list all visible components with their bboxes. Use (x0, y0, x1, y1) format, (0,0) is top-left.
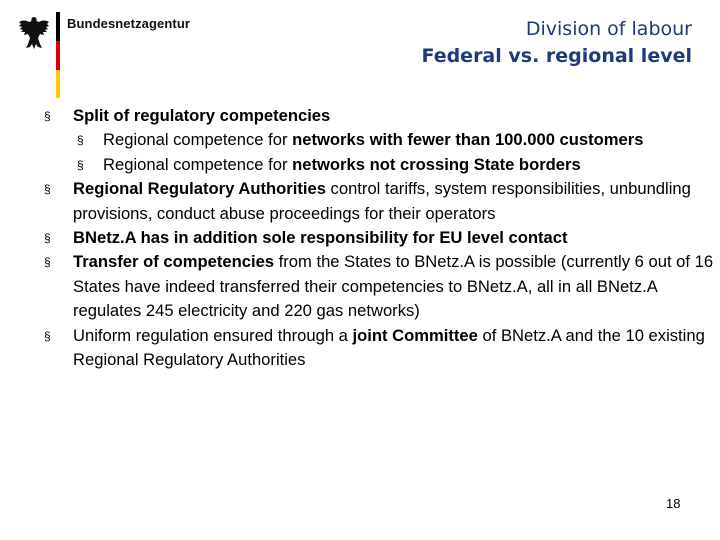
bullet-marker: § (77, 157, 84, 172)
bullet-marker: § (44, 328, 51, 343)
bullet-text: joint Committee (352, 325, 478, 345)
bullet-text: Regional competence for (103, 154, 293, 174)
bullet-text: of BNetz.A and the 10 existing Regional Regulatory Authorities (73, 325, 705, 370)
slide-title (421, 16, 692, 70)
bullet-marker: § (44, 109, 51, 123)
bullet-item (44, 324, 714, 373)
bullet-text: Regional Regulatory Authorities (73, 179, 326, 199)
title-line-1: Division of labour (525, 18, 692, 40)
bullet-item (44, 226, 714, 250)
bullet-text: Transfer of competencies (73, 252, 275, 272)
bullet-marker: § (44, 255, 51, 270)
bullet-marker: § (44, 231, 51, 246)
bullet-text: BNetz.A has in addition sole responsibility for EU level contact (73, 228, 568, 248)
bullet-text: Uniform regulation ensured through a (73, 325, 353, 345)
bullet-item (44, 250, 714, 323)
bullet-text: from the States to BNetz.A is possible (currently 6 out of 16 States have indeed transferred their competencies to BNetz.A, all in all BNetz.A regulates 245 electricity and 220 gas networks) (73, 252, 714, 321)
bullet-text: control tariffs, system responsibilities, unbundling provisions, conduct abuse proceedings for their operators (73, 179, 691, 223)
bullet-marker: § (77, 133, 84, 148)
page-number: 18 (666, 496, 681, 511)
bullet-text: networks with fewer than 100.000 customers (292, 130, 644, 150)
sub-bullet-item (44, 128, 714, 152)
bullet-marker: § (44, 182, 51, 197)
title-line-2: Federal vs. regional level (421, 45, 692, 67)
bullet-item (44, 177, 714, 226)
bullet-list (44, 104, 714, 372)
bullet-text: networks not crossing State borders (292, 154, 581, 174)
bullet-text: Regional competence for (103, 130, 293, 150)
federal-eagle-icon (18, 14, 50, 52)
sub-bullet-item (44, 153, 714, 177)
bullet-text: Split of regulatory competencies (73, 106, 331, 125)
brand-name: Bundesnetzagentur (67, 16, 191, 31)
bullet-item (44, 104, 714, 128)
flag-bar (56, 12, 60, 98)
